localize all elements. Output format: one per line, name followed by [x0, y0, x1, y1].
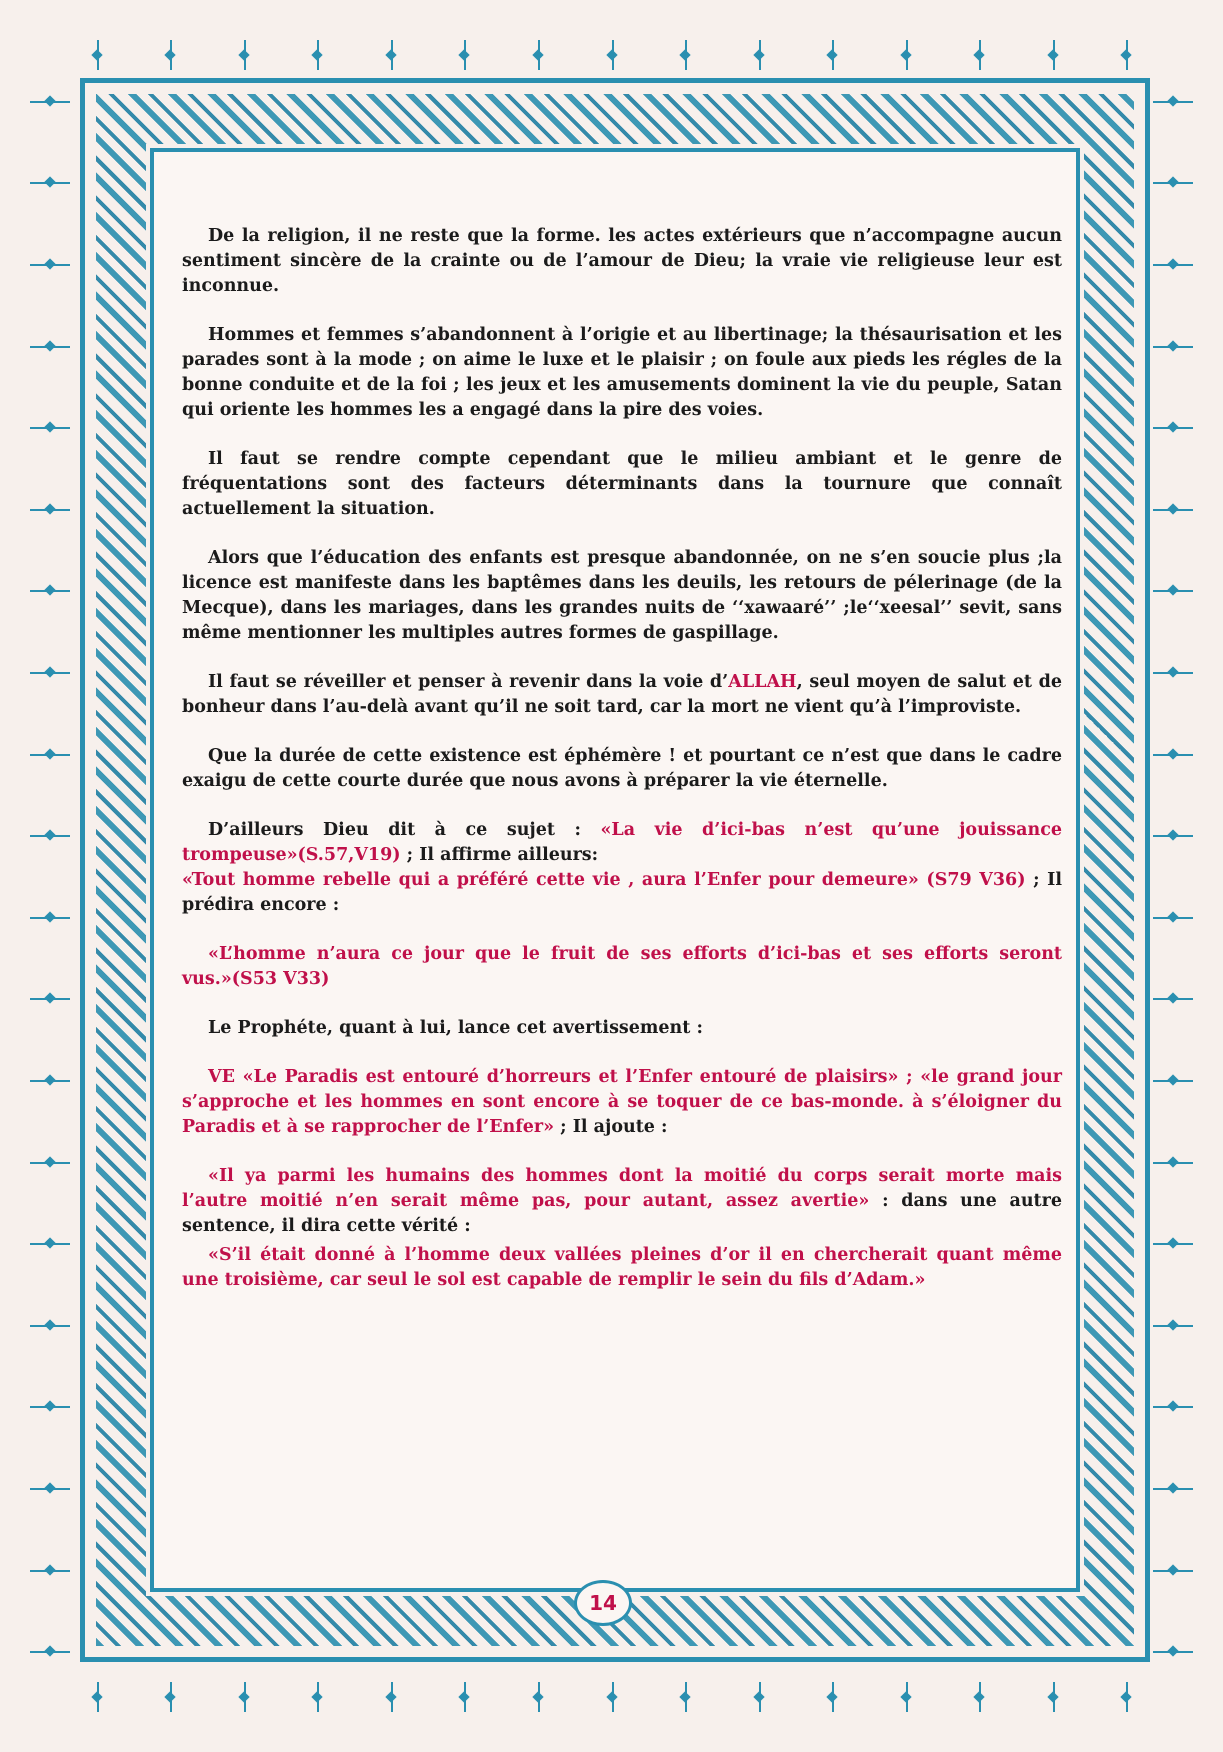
paragraph-3: Il faut se rendre compte cependant que le milieu ambiant et le genre de fréquentations sont des facteurs déterminants dans la tournure que connaît actuellement la situation. — [182, 449, 1062, 519]
ornament-tick — [30, 427, 70, 429]
ornament-tick — [464, 40, 466, 70]
ornament-tick — [30, 1651, 70, 1653]
hadith-quote-2: «Il ya parmi les humains des hommes dont la moitié du corps serait morte mais l’autre moitié n’en serait même pas, pour autant, assez avertie» — [182, 1166, 1062, 1211]
ornament-tick — [1153, 754, 1193, 756]
ornament-tick — [170, 1682, 172, 1712]
ornament-tick — [1153, 1570, 1193, 1572]
ornament-tick — [1126, 40, 1128, 70]
p11-end: : dans une autre sentence, il dira cette vérité : — [182, 1191, 1062, 1236]
ornament-tick — [906, 1682, 908, 1712]
ornament-tick — [538, 1682, 540, 1712]
ornament-tick — [612, 1682, 614, 1712]
ornament-tick — [30, 917, 70, 919]
ornament-tick — [30, 509, 70, 511]
ornament-tick — [30, 101, 70, 103]
ornament-tick — [759, 40, 761, 70]
ornament-tick — [30, 998, 70, 1000]
ornament-tick — [30, 1162, 70, 1164]
ornament-tick — [30, 346, 70, 348]
ornament-tick — [30, 590, 70, 592]
ornament-tick — [1153, 1651, 1193, 1653]
ornament-tick — [391, 40, 393, 70]
ornament-tick — [391, 1682, 393, 1712]
ornament-tick — [30, 1243, 70, 1245]
paragraph-9: Le Prophéte, quant à lui, lance cet avertissement : — [208, 1018, 703, 1038]
paragraph-8: «L’homme n’aura ce jour que le fruit de ses efforts d’ici-bas et ses efforts seront vus.»(S53 V33) — [182, 944, 1062, 989]
ornament-tick — [1053, 40, 1055, 70]
paragraph-10 — [182, 1065, 1062, 1140]
ornament-tick — [1053, 1682, 1055, 1712]
ornament-tick — [1153, 835, 1193, 837]
ornament-tick — [979, 1682, 981, 1712]
ornament-tick — [97, 40, 99, 70]
ornament-tick — [759, 1682, 761, 1712]
paragraph-4: Alors que l’éducation des enfants est presque abandonnée, on ne s’en soucie plus ;la licence est manifeste dans les baptêmes dans les deuils, les retours de pélerinage (de la Mecque), dans les mariages, dans les grandes nuits de ‘‘xawaaré’’ ;le‘‘xeesal’’ sevit, sans même mentionner les multiples autres formes de gaspillage. — [182, 548, 1062, 643]
ornament-tick — [832, 1682, 834, 1712]
ornament-tick — [30, 835, 70, 837]
p7-end: ; Il prédira encore : — [182, 870, 1062, 915]
ornament-tick — [170, 40, 172, 70]
ornament-tick — [1153, 427, 1193, 429]
page-text — [182, 224, 1062, 1317]
paragraph-5 — [182, 670, 1062, 720]
ornament-tick — [1153, 1325, 1193, 1327]
ornament-tick — [612, 40, 614, 70]
ornament-tick — [1153, 1406, 1193, 1408]
page-number: 14 — [574, 1580, 632, 1626]
ornament-tick — [1153, 1080, 1193, 1082]
ornament-tick — [244, 40, 246, 70]
ornament-tick — [1153, 1488, 1193, 1490]
ornament-tick — [1153, 264, 1193, 266]
p10-end: ; Il ajoute : — [554, 1117, 668, 1137]
p7-intro: D’ailleurs Dieu dit à ce sujet : — [208, 820, 601, 840]
ornament-tick — [906, 40, 908, 70]
ornament-tick — [464, 1682, 466, 1712]
p7-mid: ; Il affirme ailleurs: — [400, 845, 599, 865]
paragraph-11 — [182, 1164, 1062, 1239]
paragraph-6: Que la durée de cette existence est éphémère ! et pourtant ce n’est que dans le cadre exaigu de cette courte durée que nous avons à préparer la vie éternelle. — [182, 746, 1062, 791]
ornament-tick — [30, 182, 70, 184]
ornament-tick — [685, 40, 687, 70]
ornament-tick — [979, 40, 981, 70]
ornament-tick — [1126, 1682, 1128, 1712]
ornament-tick — [1153, 1162, 1193, 1164]
ornament-tick — [30, 1570, 70, 1572]
p5-text-after: , seul moyen de salut et de bonheur dans l’au-delà avant qu’il ne soit tard, car la mort ne vient qu’à l’improviste. — [182, 672, 1062, 717]
ornament-tick — [538, 40, 540, 70]
allah-word: ALLAH — [728, 672, 797, 692]
paragraph-1: De la religion, il ne reste que la forme. les actes extérieurs que n’accompagne aucun sentiment sincère de la crainte ou de l’amour de Dieu; la vraie vie religieuse leur est inconnue. — [182, 226, 1062, 296]
ornament-tick — [30, 1325, 70, 1327]
ornament-tick — [317, 1682, 319, 1712]
top-ornament-ticks — [60, 40, 1163, 70]
p5-text-before: Il faut se réveiller et penser à revenir dans la voie d’ — [208, 672, 729, 692]
ornament-tick — [1153, 182, 1193, 184]
ornament-tick — [1153, 101, 1193, 103]
quran-quote-2: «Tout homme rebelle qui a préféré cette vie , aura l’Enfer pour demeure» (S79 V36) — [182, 870, 1026, 890]
ornament-tick — [685, 1682, 687, 1712]
ornament-tick — [30, 672, 70, 674]
ornament-tick — [1153, 590, 1193, 592]
ornament-tick — [30, 264, 70, 266]
bottom-ornament-ticks — [60, 1682, 1163, 1712]
paragraph-7 — [182, 818, 1062, 918]
paragraph-2: Hommes et femmes s’abandonnent à l’origie et au libertinage; la thésaurisation et les parades sont à la mode ; on aime le luxe et le plaisir ; on foule aux pieds les régles de la bonne conduite et de la foi ; les jeux et les amusements dominent la vie du peuple, Satan qui oriente les hommes les a engagé dans la pire des voies. — [182, 325, 1062, 420]
ornament-tick — [1153, 346, 1193, 348]
right-ornament-ticks — [1153, 60, 1193, 1692]
ornament-tick — [1153, 998, 1193, 1000]
ornament-tick — [97, 1682, 99, 1712]
ornament-tick — [317, 40, 319, 70]
ornament-tick — [1153, 509, 1193, 511]
ornament-tick — [244, 1682, 246, 1712]
ornament-tick — [30, 1080, 70, 1082]
hadith-quote-1: VE «Le Paradis est entouré d’horreurs et l’Enfer entouré de plaisirs» ; «le grand jour s’approche et les hommes en sont encore à se toquer de ce bas-monde. à s’éloigner du Paradis et à se rapprocher de l’Enfer» — [182, 1067, 1062, 1137]
ornament-tick — [30, 1406, 70, 1408]
paragraph-12: «S’il était donné à l’homme deux vallées pleines d’or il en chercherait quant même une troisième, car seul le sol est capable de remplir le sein du fils d’Adam.» — [182, 1245, 1062, 1290]
ornament-tick — [1153, 672, 1193, 674]
ornament-tick — [832, 40, 834, 70]
quran-quote-1: «La vie d’ici-bas n’est qu’une jouissance trompeuse»(S.57,V19) — [182, 820, 1063, 865]
left-ornament-ticks — [30, 60, 70, 1692]
ornament-tick — [1153, 917, 1193, 919]
ornament-tick — [30, 754, 70, 756]
ornament-tick — [30, 1488, 70, 1490]
ornament-tick — [1153, 1243, 1193, 1245]
